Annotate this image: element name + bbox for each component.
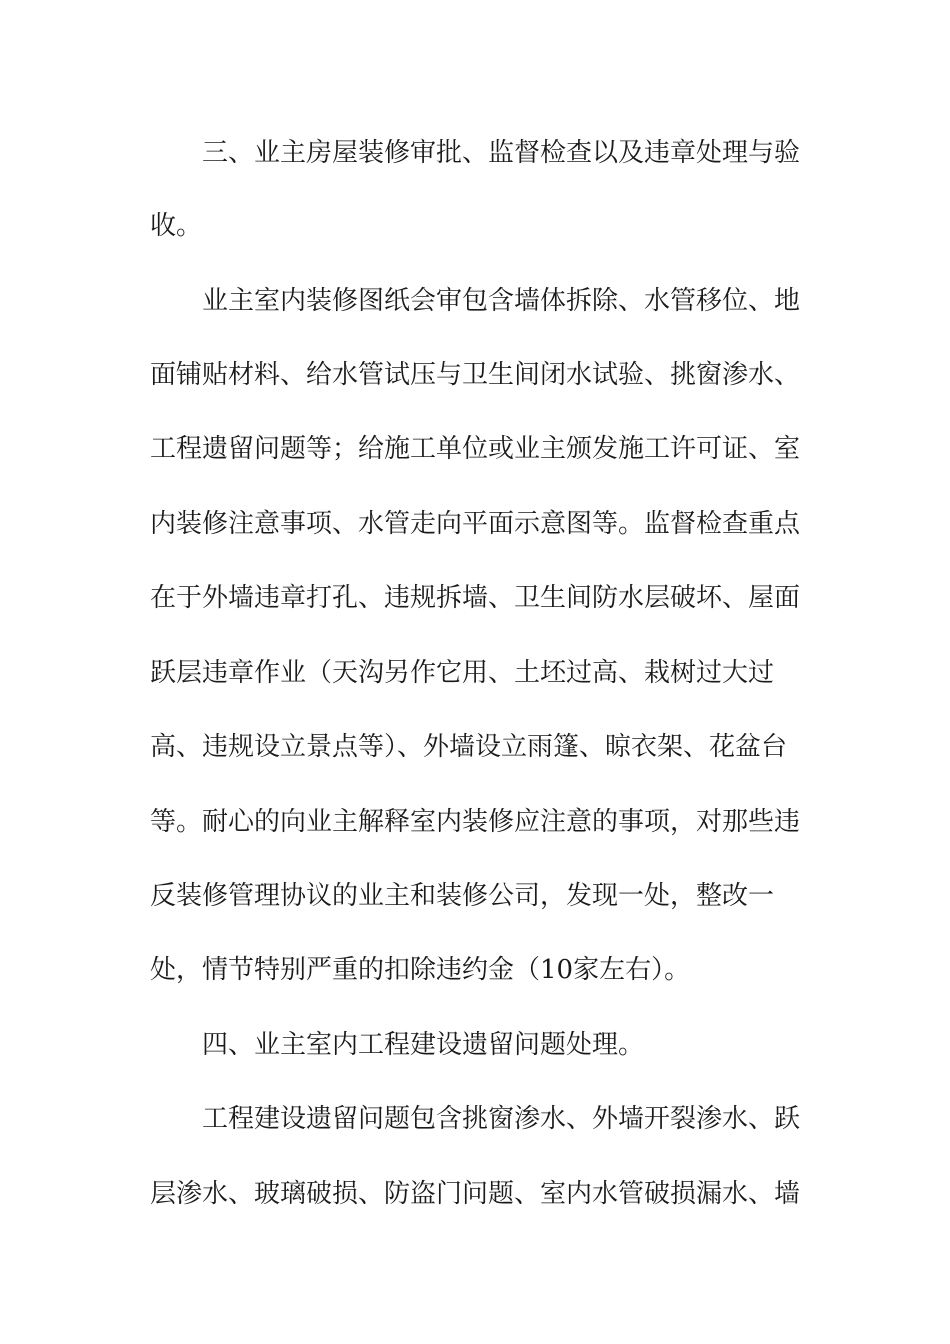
paragraph-line: 跃层违章作业（天沟另作它用、土坯过高、栽树过大过	[150, 658, 775, 688]
paragraph-line: 业主室内装修图纸会审包含墙体拆除、水管移位、地	[202, 286, 801, 316]
paragraph-line: 在于外墙违章打孔、违规拆墙、卫生间防水层破坏、屋面	[150, 583, 801, 613]
paragraph-line: 等。耐心的向业主解释室内装修应注意的事项，对那些违	[150, 807, 801, 837]
paragraph-line: 工程建设遗留问题包含挑窗渗水、外墙开裂渗水、跃	[202, 1104, 801, 1134]
section-three-heading-line2: 收。	[150, 211, 203, 241]
paragraph-line: 反装修管理协议的业主和装修公司，发现一处，整改一	[150, 881, 775, 911]
paragraph-line: 层渗水、玻璃破损、防盗门问题、室内水管破损漏水、墙	[150, 1179, 801, 1209]
section-three-heading-line1: 三、业主房屋装修审批、监督检查以及违章处理与验	[202, 138, 801, 168]
paragraph-line: 高、违规设立景点等）、外墙设立雨篷、晾衣架、花盆台	[150, 732, 788, 762]
section-four-heading: 四、业主室内工程建设遗留问题处理。	[202, 1030, 645, 1060]
paragraph-line: 内装修注意事项、水管走向平面示意图等。监督检查重点	[150, 509, 801, 539]
paragraph-line: 面铺贴材料、给水管试压与卫生间闭水试验、挑窗渗水、	[150, 360, 801, 390]
paragraph-line: 处，情节特别严重的扣除违约金（10家左右）。	[150, 955, 691, 985]
paragraph-line: 工程遗留问题等；给施工单位或业主颁发施工许可证、室	[150, 434, 801, 464]
